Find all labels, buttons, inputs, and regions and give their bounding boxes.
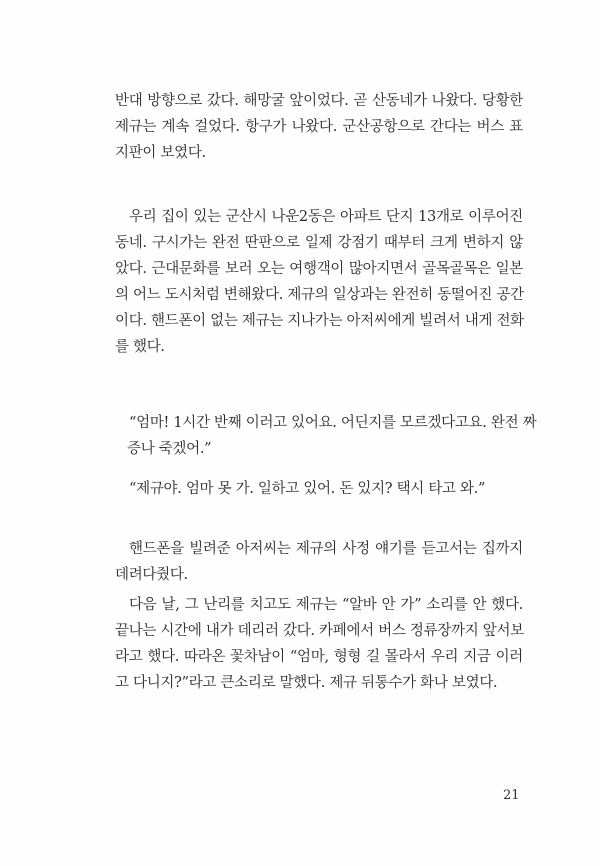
text-line: 았다. 근대문화를 보러 오는 여행객이 많아지면서 골목골목은 일본 xyxy=(115,261,523,277)
dialogue-son xyxy=(115,410,537,462)
text-line: 핸드폰을 빌려준 아저씨는 제규의 사정 얘기를 듣고서는 집까지 xyxy=(129,541,523,557)
dialogue-mother xyxy=(115,476,523,502)
text-line: 고 다니지?”라고 큰소리로 말했다. 제규 뒤통수가 화나 보였다. xyxy=(115,675,498,691)
text-line: 데려다줬다. xyxy=(115,567,188,583)
paragraph-1 xyxy=(115,88,523,166)
page-number: 21 xyxy=(503,788,520,803)
paragraph-4 xyxy=(115,592,523,696)
paragraph-2 xyxy=(115,204,523,360)
text-line: 다음 날, 그 난리를 치고도 제규는 “알바 안 가” 소리를 안 했다. xyxy=(129,597,523,613)
text-line: 반대 방향으로 갔다. 해망굴 앞이었다. 곧 산동네가 나왔다. 당황한 xyxy=(115,93,523,109)
text-line: 제규는 계속 걸었다. 항구가 나왔다. 군산공항으로 간다는 버스 표 xyxy=(115,119,523,135)
text-line: 지판이 보였다. xyxy=(115,145,206,161)
text-line: 의 어느 도시처럼 변해왔다. 제규의 일상과는 완전히 동떨어진 공간 xyxy=(115,287,524,303)
text-line: 끝나는 시간에 내가 데리러 갔다. 카페에서 버스 정류장까지 앞서보 xyxy=(115,623,524,639)
text-line: 라고 했다. 따라온 꽃차남이 “엄마, 형형 길 몰라서 우리 지금 이러 xyxy=(115,649,523,665)
paragraph-3 xyxy=(115,536,523,588)
text-line: 를 했다. xyxy=(115,339,165,355)
text-line: “제규야. 엄마 못 가. 일하고 있어. 돈 있지? 택시 타고 와.” xyxy=(129,481,486,497)
text-line: “엄마! 1시간 반째 이러고 있어요. 어딘지를 모르겠다고요. 완전 짜 xyxy=(129,415,537,431)
text-line: 동네. 구시가는 완전 딴판으로 일제 강점기 때부터 크게 변하지 않 xyxy=(115,235,523,251)
text-line: 우리 집이 있는 군산시 나운2동은 아파트 단지 13개로 이루어진 xyxy=(129,209,523,225)
text-line: 이다. 핸드폰이 없는 제규는 지나가는 아저씨에게 빌려서 내게 전화 xyxy=(115,313,524,329)
text-line: 증나 죽겠어.” xyxy=(127,441,212,457)
